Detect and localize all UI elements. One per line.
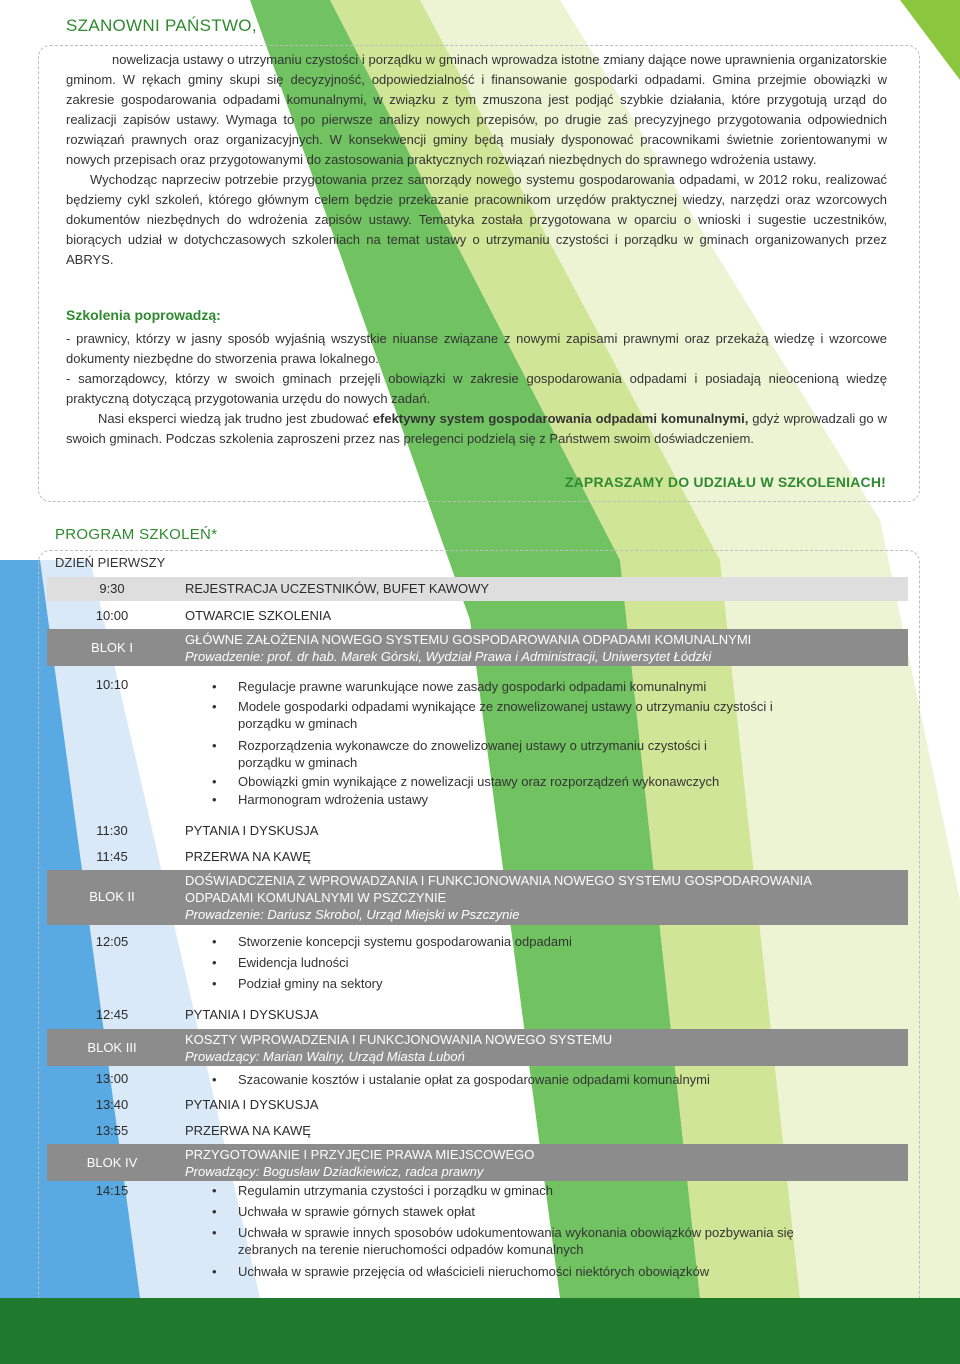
bullet-text: Stworzenie koncepcji systemu gospodarowania odpadami	[238, 934, 572, 949]
experts-text-bold: efektywny system gospodarowania odpadami komunalnymi,	[372, 411, 749, 426]
bullet-dot: •	[212, 1264, 217, 1279]
block-lead: Prowadzący: Marian Walny, Urząd Miasta Luboń	[185, 1049, 465, 1064]
bullet-dot: •	[212, 1072, 217, 1087]
block-label: BLOK IV	[86, 1155, 138, 1170]
bullet-text: Modele gospodarki odpadami wynikające ze znowelizowanej ustawy o utrzymaniu czystości i porządku w gminach	[238, 699, 773, 731]
bullet-text: Regulamin utrzymania czystości i porządku w gminach	[238, 1183, 554, 1198]
bullet-text: Regulacje prawne warunkujące nowe zasady gospodarki odpadami komunalnymi	[238, 679, 707, 694]
bullet-dot: •	[212, 699, 217, 714]
agenda-time: 13:40	[95, 1097, 129, 1112]
intro-text	[66, 50, 887, 270]
agenda-time: 10:10	[95, 677, 129, 692]
agenda-time: 13:55	[95, 1123, 129, 1138]
bullet-item	[212, 975, 798, 992]
block-lead: Prowadzący: Bogusław Dziadkiewicz, radca prawny	[185, 1164, 484, 1179]
experts-text-a: Nasi eksperci wiedzą jak trudno jest zbudować	[98, 411, 373, 426]
agenda-text: OTWARCIE SZKOLENIA	[185, 608, 332, 623]
bullet-item	[212, 791, 798, 808]
agenda-row-opening	[47, 604, 908, 628]
agenda-text: PRZERWA NA KAWĘ	[185, 1123, 311, 1138]
bullet-dot: •	[212, 1225, 217, 1240]
block-title: KOSZTY WPROWADZENIA I FUNKCJONOWANIA NOWEGO SYSTEMU	[185, 1032, 613, 1047]
bullet-text: Rozporządzenia wykonawcze do znowelizowanej ustawy o utrzymaniu czystości i porządku w gminach	[238, 738, 707, 770]
agenda-time: 12:45	[95, 1007, 129, 1022]
bullet-item	[212, 1182, 798, 1199]
bullet-item	[212, 1071, 838, 1088]
bullet-dot: •	[212, 955, 217, 970]
agenda-time: 14:15	[95, 1183, 129, 1198]
bullet-item	[212, 933, 798, 950]
bullet-dot: •	[212, 679, 217, 694]
experts-paragraph	[66, 409, 887, 449]
block-title-line-1: DOŚWIADCZENIA Z WPROWADZANIA I FUNKCJONOWANIA NOWEGO SYSTEMU GOSPODAROWANIA	[185, 873, 812, 888]
bullet-dot: •	[212, 738, 217, 753]
agenda-time: 9:30	[99, 581, 125, 596]
block-lead: Prowadzenie: Dariusz Skrobol, Urząd Miejski w Pszczynie	[185, 907, 520, 922]
agenda-text: PYTANIA I DYSKUSJA	[185, 823, 319, 838]
agenda-time: 11:45	[96, 849, 128, 864]
bullet-dot: •	[212, 934, 217, 949]
agenda-time: 12:05	[95, 934, 129, 949]
agenda-time: 11:30	[96, 823, 128, 838]
agenda-text: REJESTRACJA UCZESTNIKÓW, BUFET KAWOWY	[185, 581, 490, 596]
trainers-item-officials: - samorządowcy, którzy w swoich gminach przejęli obowiązki w zakresie gospodarowania odpadami i posiadają nieocenioną wiedzę praktyczną dotyczącą przygotowania urzędu do nowych zadań.	[66, 371, 887, 406]
bullet-item	[212, 1203, 798, 1220]
block-3-header	[47, 1029, 908, 1066]
bullet-text: Szacowanie kosztów i ustalanie opłat za gospodarowanie odpadami komunalnymi	[238, 1072, 710, 1087]
bullet-item	[212, 678, 798, 695]
bullet-text: Obowiązki gmin wynikające z nowelizacji ustawy oraz rozporządzeń wykonawczych	[238, 774, 720, 789]
trainers-item-lawyers: - prawnicy, którzy w jasny sposób wyjaśnią wszystkie niuanse związane z nowymi zapisami prawnymi oraz przekażą wiedzę i wzorcowe dokumenty niezbędne do stworzenia prawa lokalnego.	[66, 331, 887, 366]
bullet-item	[212, 737, 708, 771]
agenda-text: PYTANIA I DYSKUSJA	[185, 1007, 319, 1022]
agenda-row-registration	[47, 577, 908, 601]
bullet-text: Uchwała w sprawie przejęcia od właścicieli nieruchomości niektórych obowiązków	[238, 1264, 710, 1279]
bullet-dot: •	[212, 1204, 217, 1219]
bullet-item	[212, 1224, 838, 1258]
bullet-text: Ewidencja ludności	[238, 955, 349, 970]
agenda-text: PYTANIA I DYSKUSJA	[185, 1097, 319, 1112]
bullet-text: Uchwała w sprawie innych sposobów udokumentowania wykonania obowiązków pozbywania się zebranych na terenie nieruchomości odpadów komunalnych	[238, 1225, 794, 1257]
agenda-time: 13:00	[95, 1071, 129, 1086]
agenda-row-discussion-3	[47, 1094, 908, 1116]
bullet-text: Harmonogram wdrożenia ustawy	[238, 792, 429, 807]
page-title: SZANOWNI PAŃSTWO,	[66, 16, 257, 35]
intro-paragraph-1: nowelizacja ustawy o utrzymaniu czystości i porządku w gminach wprowadza istotne zmiany dające nowe uprawnienia organizatorskie gminom. W rękach gminy skupi się decyzyjność, odpowiedzialność i finansowanie gospodarki odpadami. Gmina przejmie obowiązki w zakresie gospodarowania odpadami komunalnymi, w związku z tym zmuszona jest podjąć szybkie działania, które przygotują urząd do realizacji zapisów ustawy. Wymaga to po pierwsze analizy nowych przepisów, po drugie zaś precyzyjnego przygotowania odpowiednich rozwiązań prawnych oraz organizacyjnych. W konsekwencji gminy będą musiały dysponować pracownikami świetnie zorientowanymi w nowych przepisach oraz przygotowanymi do zastosowania praktycznych rozwiązań niezbędnych do sprawnego wdrożenia ustawy.	[66, 52, 887, 167]
bullet-dot: •	[212, 774, 217, 789]
agenda-row-coffee	[47, 846, 908, 868]
block-title: GŁÓWNE ZAŁOŻENIA NOWEGO SYSTEMU GOSPODAROWANIA ODPADAMI KOMUNALNYMI	[185, 632, 752, 647]
trainers-text	[66, 329, 887, 449]
bullet-text: Uchwała w sprawie górnych stawek opłat	[238, 1204, 475, 1219]
agenda-text: PRZERWA NA KAWĘ	[185, 849, 311, 864]
block-4-header	[47, 1144, 908, 1181]
block-label: BLOK I	[91, 640, 133, 655]
agenda-row-discussion	[47, 820, 908, 842]
block-2-header	[47, 870, 908, 925]
block-1-header	[47, 629, 908, 666]
block-label: BLOK III	[87, 1040, 137, 1055]
program-title: PROGRAM SZKOLEŃ*	[55, 526, 218, 543]
intro-paragraph-2: Wychodząc naprzeciw potrzebie przygotowania przez samorządy nowego systemu gospodarowania odpadami, w 2012 roku, realizować będziemy cykl szkoleń, którego głównym celem będzie przekazanie pracownikom urzędów praktycznej wiedzy, narzędzi oraz wzorcowych dokumentów niezbędnych do wdrożenia zapisów ustawy. Tematyka została przygotowana w oparciu o wnioski i sugestie uczestników, biorących udział w dotychczasowych szkoleniach na temat ustawy o utrzymaniu czystości i porządku w gminach organizowanych przez ABRYS.	[66, 172, 887, 267]
bullet-dot: •	[212, 1183, 217, 1198]
block-lead: Prowadzenie: prof. dr hab. Marek Górski, Wydział Prawa i Administracji, Uniwersytet Łódzki	[185, 649, 712, 664]
trainers-heading: Szkolenia poprowadzą:	[66, 307, 221, 323]
block-label: BLOK II	[89, 889, 135, 904]
bullet-dot: •	[212, 976, 217, 991]
bullet-dot: •	[212, 792, 217, 807]
agenda-row-discussion-2	[47, 1004, 908, 1026]
agenda-time: 10:00	[95, 608, 129, 623]
bullet-text: Podział gminy na sektory	[238, 976, 383, 991]
block-title: PRZYGOTOWANIE I PRZYJĘCIE PRAWA MIEJSCOWEGO	[185, 1147, 535, 1162]
experts-text-b: gdyż wprowadzali go w swoich gminach. Podczas szkolenia zaproszeni przez nas prelegenci podzielą się z Państwem swoim doświadczeniem.	[66, 411, 887, 446]
bullet-item	[212, 1263, 838, 1280]
bullet-item	[212, 773, 838, 790]
bullet-item	[212, 698, 798, 732]
footer-band	[0, 1298, 960, 1364]
block-title-line-2: ODPADAMI KOMUNALNYMI W PSZCZYNIE	[185, 890, 447, 905]
invite-text: ZAPRASZAMY DO UDZIAŁU W SZKOLENIACH!	[564, 474, 886, 490]
agenda-row-coffee-2	[47, 1120, 908, 1142]
bullet-item	[212, 954, 798, 971]
day-label: DZIEŃ PIERWSZY	[55, 555, 166, 570]
